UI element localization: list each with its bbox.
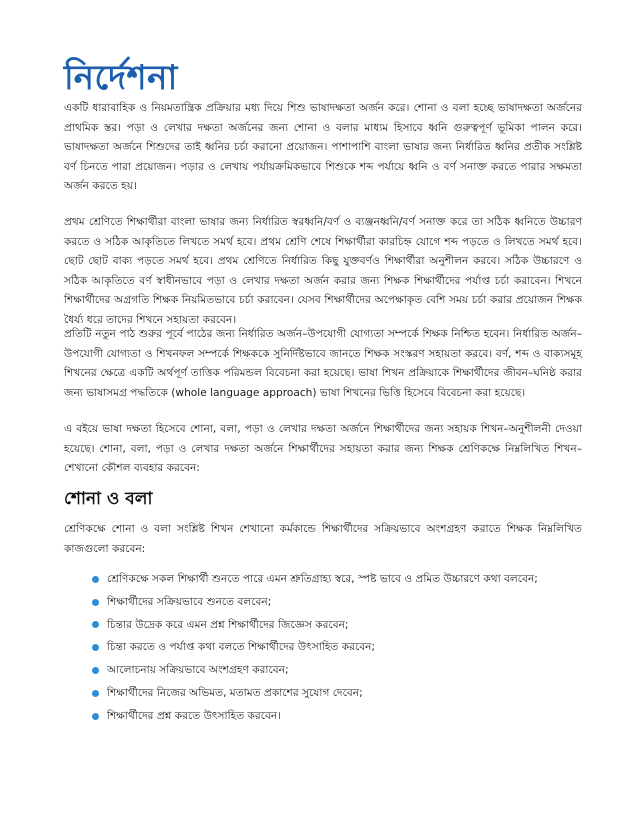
list-item-text: চিন্তা করতে ও পর্যাপ্ত কথা বলতে শিক্ষার্থীদের উৎসাহিত করবেন; xyxy=(107,641,376,654)
list-item-text: শিক্ষার্থীদের প্রশ্ন করতে উৎসাহিত করবেন। xyxy=(107,709,282,722)
list-item-text: শিক্ষার্থীদের সক্রিয়ভাবে শুনতে বলবেন; xyxy=(107,595,272,608)
list-item xyxy=(92,705,538,728)
paragraph-4: এ বইয়ে ভাষা দক্ষতা হিসেবে শোনা, বলা, পড়া ও লেখার দক্ষতা অর্জনে শিক্ষার্থীদের জন্য সহায়ক শিখন–অনুশীলনী দেওয়া হয়েছে। শোনা, বলা, পড়া ও লেখার দক্ষতা অর্জনে শিক্ষার্থীদের সহায়তা করার জন্য শিক্ষক শ্রেণিকক্ষে নিম্নলিখিত শিখন–শেখানো কৌশল ব্যবহার করবেন: xyxy=(64,423,582,475)
bullet-list xyxy=(92,568,538,728)
list-item xyxy=(92,636,538,659)
bullet-icon xyxy=(92,644,99,651)
paragraph-3: প্রতিটি নতুন পাঠ শুরুর পূর্বে পাঠের জন্য নির্ধারিত অর্জন–উপযোগী যোগ্যতা সম্পর্কে শিক্ষক নিশ্চিত হবেন। নির্ধারিত অর্জন–উপযোগী যোগ্যতা ও শিখনফল সম্পর্কে শিক্ষককে সুনির্দিষ্টভাবে জানতে শিক্ষক সংস্করণ সহায়তা করবে। বর্ণ, শব্দ ও বাক্যসমূহ শিখনের ক্ষেত্রে একটি অর্থপূর্ণ তাত্তিক পরিমন্ডল বিবেচনা করা হয়েছে। ভাষা শিখন প্রক্রিয়াকে শিক্ষার্থীদের জীবন–ঘনিষ্ঠ করার জন্য ভাষাসমগ্র পদ্ধতিকে (whole language approach) ভাষা শিখনের ভিত্তি হিসেবে বিবেচনা করা হয়েছে। xyxy=(64,328,582,399)
paragraph-2: প্রথম শ্রেণিতে শিক্ষার্থীরা বাংলা ভাষার জন্য নির্ধারিত স্বরধ্বনি/বর্ণ ও ব্যঞ্জনধ্বনি/বর্ণ সনাক্ত করে তা সঠিক ধ্বনিতে উচ্চারণ করতে ও সঠিক আকৃতিতে লিখতে সমর্থ হবে। প্রথম শ্রেণি শেষে শিক্ষার্থীরা কারচিহ্ন যোগে শব্দ পড়তে ও লিখতে সমর্থ হবে। ছোট ছোট বাক্য পড়তে সমর্থ হবে। প্রথম শ্রেণিতে নির্ধারিত কিছু যুক্তবর্ণও শিক্ষার্থীরা অনুশীলন করবে। সঠিক উচ্চারণে ও সঠিক আকৃতিতে বর্ণ স্বাধীনভাবে পড়া ও লেখার দক্ষতা অর্জন করার জন্য শিক্ষক শিক্ষার্থীদের পর্যাপ্ত চর্চা করাবেন। শিখনে শিক্ষার্থীদের অগ্রগতি শিক্ষক নিয়মিতভাবে চর্চা করাবেন। যেসব শিক্ষার্থীদের অপেক্ষাকৃত বেশি সময় চর্চা করার প্রয়োজন শিক্ষক ধৈর্য্য ধরে তাদের শিখনে সহায়তা করবেন। xyxy=(64,216,582,326)
bullet-icon xyxy=(92,599,99,606)
section-intro: শ্রেণিকক্ষে শোনা ও বলা সংশ্লিষ্ট শিখন শেখানো কর্মকান্ডে শিক্ষার্থীদের সক্রিয়ভাবে অংশগ্রহণ করাতে শিক্ষক নিম্নলিখিত কাজগুলো করবেন: xyxy=(64,523,582,555)
list-item xyxy=(92,591,538,614)
list-item-text: আলোচনায় সক্রিয়ভাবে অংশগ্রহণ করাবেন; xyxy=(107,664,289,677)
list-item xyxy=(92,682,538,705)
bullet-icon xyxy=(92,713,99,720)
paragraph-1: একটি ধারাবাহিক ও নিয়মতান্ত্রিক প্রক্রিয়ার মধ্য দিয়ে শিশু ভাষাদক্ষতা অর্জন করে। শোনা ও বলা হচ্ছে ভাষাদক্ষতা অর্জনের প্রাথমিক স্তর। পড়া ও লেখার দক্ষতা অর্জনের জন্য শোনা ও বলার মাধ্যম হিসাবে ধ্বনি গুরুত্বপূর্ণ ভূমিকা পালন করে। ভাষাদক্ষতা অর্জনে শিশুদের তাই ধ্বনির চর্চা করানো প্রয়োজন। পাশাপাশি বাংলা ভাষার জন্য নির্ধারিত ধ্বনির প্রতীক সংশ্লিষ্ট বর্ণ চিনতে পারা প্রয়োজন। পড়ার ও লেখায় পর্যায়ক্রমিকভাবে শিশুকে শব্দ পর্যায়ে ধ্বনি ও বর্ণ সনাক্ত করতে পারার সক্ষমতা অর্জন করতে হয়। xyxy=(64,102,582,193)
list-item-text: শিক্ষার্থীদের নিজের অভিমত, মতামত প্রকাশের সুযোগ দেবেন; xyxy=(107,686,363,699)
list-item-text: শ্রেণিকক্ষে সকল শিক্ষার্থী শুনতে পারে এমন শ্রুতিগ্রাহ্য স্বরে, স্পষ্ট ভাবে ও প্রমিত উচ্চারণে কথা বলবেন; xyxy=(107,573,538,585)
bullet-icon xyxy=(92,576,99,583)
bullet-icon xyxy=(92,667,99,674)
section-heading: শোনা ও বলা xyxy=(64,489,153,509)
list-item xyxy=(92,614,538,637)
bullet-icon xyxy=(92,690,99,697)
list-item xyxy=(92,568,538,591)
list-item xyxy=(92,659,538,682)
page-title: নির্দেশনা xyxy=(64,58,178,98)
list-item-text: চিন্তার উদ্রেক করে এমন প্রশ্ন শিক্ষার্থীদের জিজ্ঞেস করবেন; xyxy=(107,618,349,631)
bullet-icon xyxy=(92,621,99,628)
